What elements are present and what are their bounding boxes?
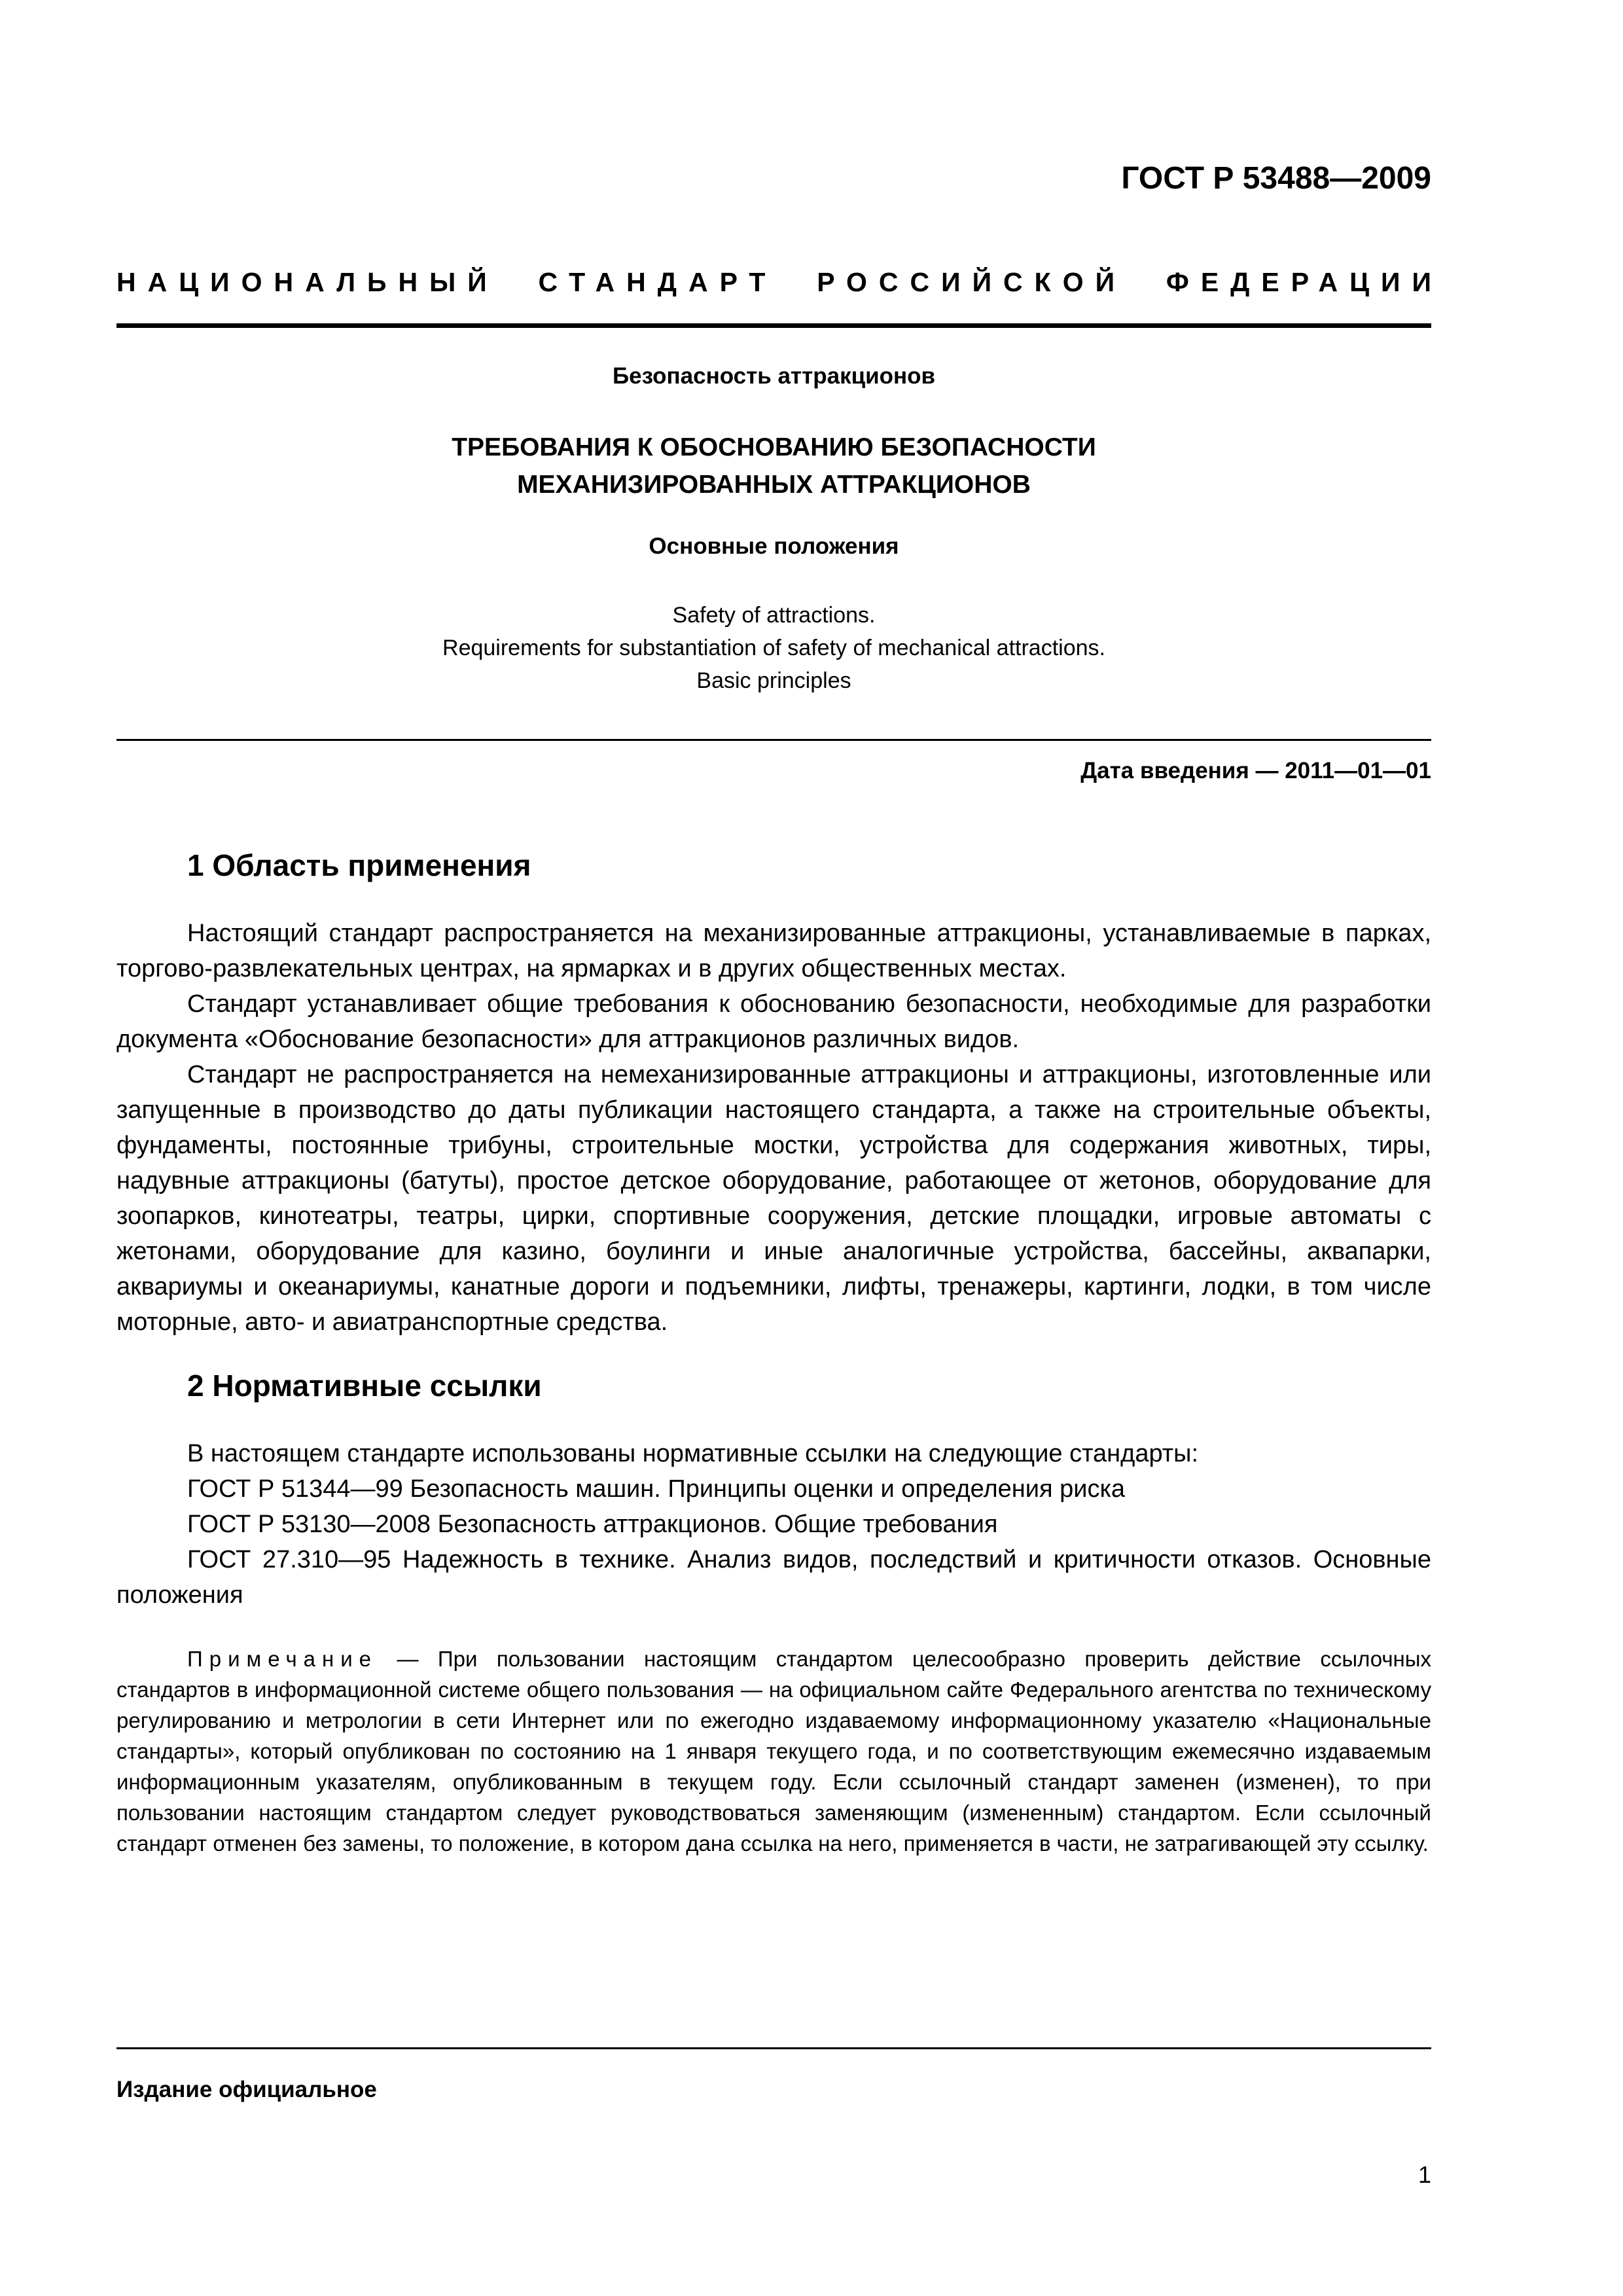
reference-item: ГОСТ 27.310—95 Надежность в технике. Анализ видов, последствий и критичности отказов. Основные положения — [116, 1546, 1431, 1609]
section-2-heading: 2 Нормативные ссылки — [187, 1369, 542, 1403]
national-standard-banner — [116, 267, 1443, 298]
note-block — [116, 1643, 1431, 1859]
page-number: 1 — [1418, 2161, 1431, 2188]
reference-item: ГОСТ Р 53130—2008 Безопасность аттракционов. Общие требования — [187, 1511, 998, 1538]
english-title — [116, 599, 1431, 697]
banner-word: ФЕДЕРАЦИИ — [1166, 267, 1443, 297]
title-divider — [116, 739, 1431, 741]
english-title-line: Requirements for substantiation of safety of mechanical attractions. — [442, 636, 1105, 660]
section-2-body — [116, 1436, 1431, 1613]
english-title-line: Safety of attractions. — [672, 603, 876, 628]
reference-item: ГОСТ Р 51344—99 Безопасность машин. Принципы оценки и определения риска — [187, 1475, 1126, 1503]
section-1-body — [116, 916, 1431, 1340]
paragraph: Стандарт устанавливает общие требования к обоснованию безопасности, необходимые для разработки документа «Обоснование безопасности» для аттракционов различных видов. — [116, 990, 1431, 1053]
banner-word: РОССИЙСКОЙ — [817, 267, 1127, 297]
document-title — [116, 429, 1431, 503]
standard-code: ГОСТ Р 53488—2009 — [1121, 161, 1431, 196]
section-1-heading: 1 Область применения — [187, 848, 531, 882]
note-label: Примечание — [187, 1647, 378, 1671]
banner-word: НАЦИОНАЛЬНЫЙ — [116, 267, 499, 297]
title-line: ТРЕБОВАНИЯ К ОБОСНОВАНИЮ БЕЗОПАСНОСТИ — [452, 433, 1096, 461]
title-line: МЕХАНИЗИРОВАННЫХ АТТРАКЦИОНОВ — [517, 471, 1031, 499]
banner-word: СТАНДАРТ — [538, 267, 777, 297]
introduction-date: Дата введения — 2011—01—01 — [1080, 758, 1431, 783]
english-title-line: Basic principles — [696, 668, 851, 693]
official-edition-label: Издание официальное — [116, 2077, 377, 2102]
note-text: — При пользовании настоящим стандартом целесообразно проверить действие ссылочных стандартов в информационной системе общего пользования — на официальном сайте Федерального агентства по техническому регулированию и метрологии в сети Интернет или по ежегодно издаваемому информационному указателю «Национальные стандарты», который опубликован по состоянию на 1 января текущего года, и по соответствующим ежемесячно издаваемым информационным указателям, опубликованным в текущем году. Если ссылочный стандарт заменен (изменен), то при пользовании настоящим стандартом следует руководствоваться заменяющим (измененным) стандартом. Если ссылочный стандарт отменен без замены, то положение, в котором дана ссылка на него, применяется в части, не затрагивающей эту ссылку. — [116, 1647, 1432, 1856]
paragraph: Настоящий стандарт распространяется на механизированные аттракционы, устанавливаемые в парках, торгово-развлекательных центрах, на ярмарках и в других общественных местах. — [116, 920, 1431, 982]
paragraph: Стандарт не распространяется на немеханизированные аттракционы и аттракционы, изготовленные или запущенные в производство до даты публикации настоящего стандарта, а также на строительные объекты, фундаменты, постоянные трибуны, строительные мостки, устройства для содержания животных, тиры, надувные аттракционы (батуты), простое детское оборудование, работающее от жетонов, оборудование для зоопарков, кинотеатры, театры, цирки, спортивные сооружения, детские площадки, игровые автоматы с жетонами, оборудование для казино, боулинги и иные аналогичные устройства, бассейны, аквапарки, аквариумы и океанариумы, канатные дороги и подъемники, лифты, тренажеры, картинги, лодки, в том числе моторные, авто- и авиатранспортные средства. — [116, 1061, 1431, 1336]
footer-divider — [116, 2047, 1431, 2049]
document-subtitle: Основные положения — [649, 533, 899, 559]
header-divider — [116, 323, 1431, 328]
document-subject: Безопасность аттракционов — [612, 363, 936, 389]
paragraph: В настоящем стандарте использованы нормативные ссылки на следующие стандарты: — [187, 1440, 1199, 1467]
